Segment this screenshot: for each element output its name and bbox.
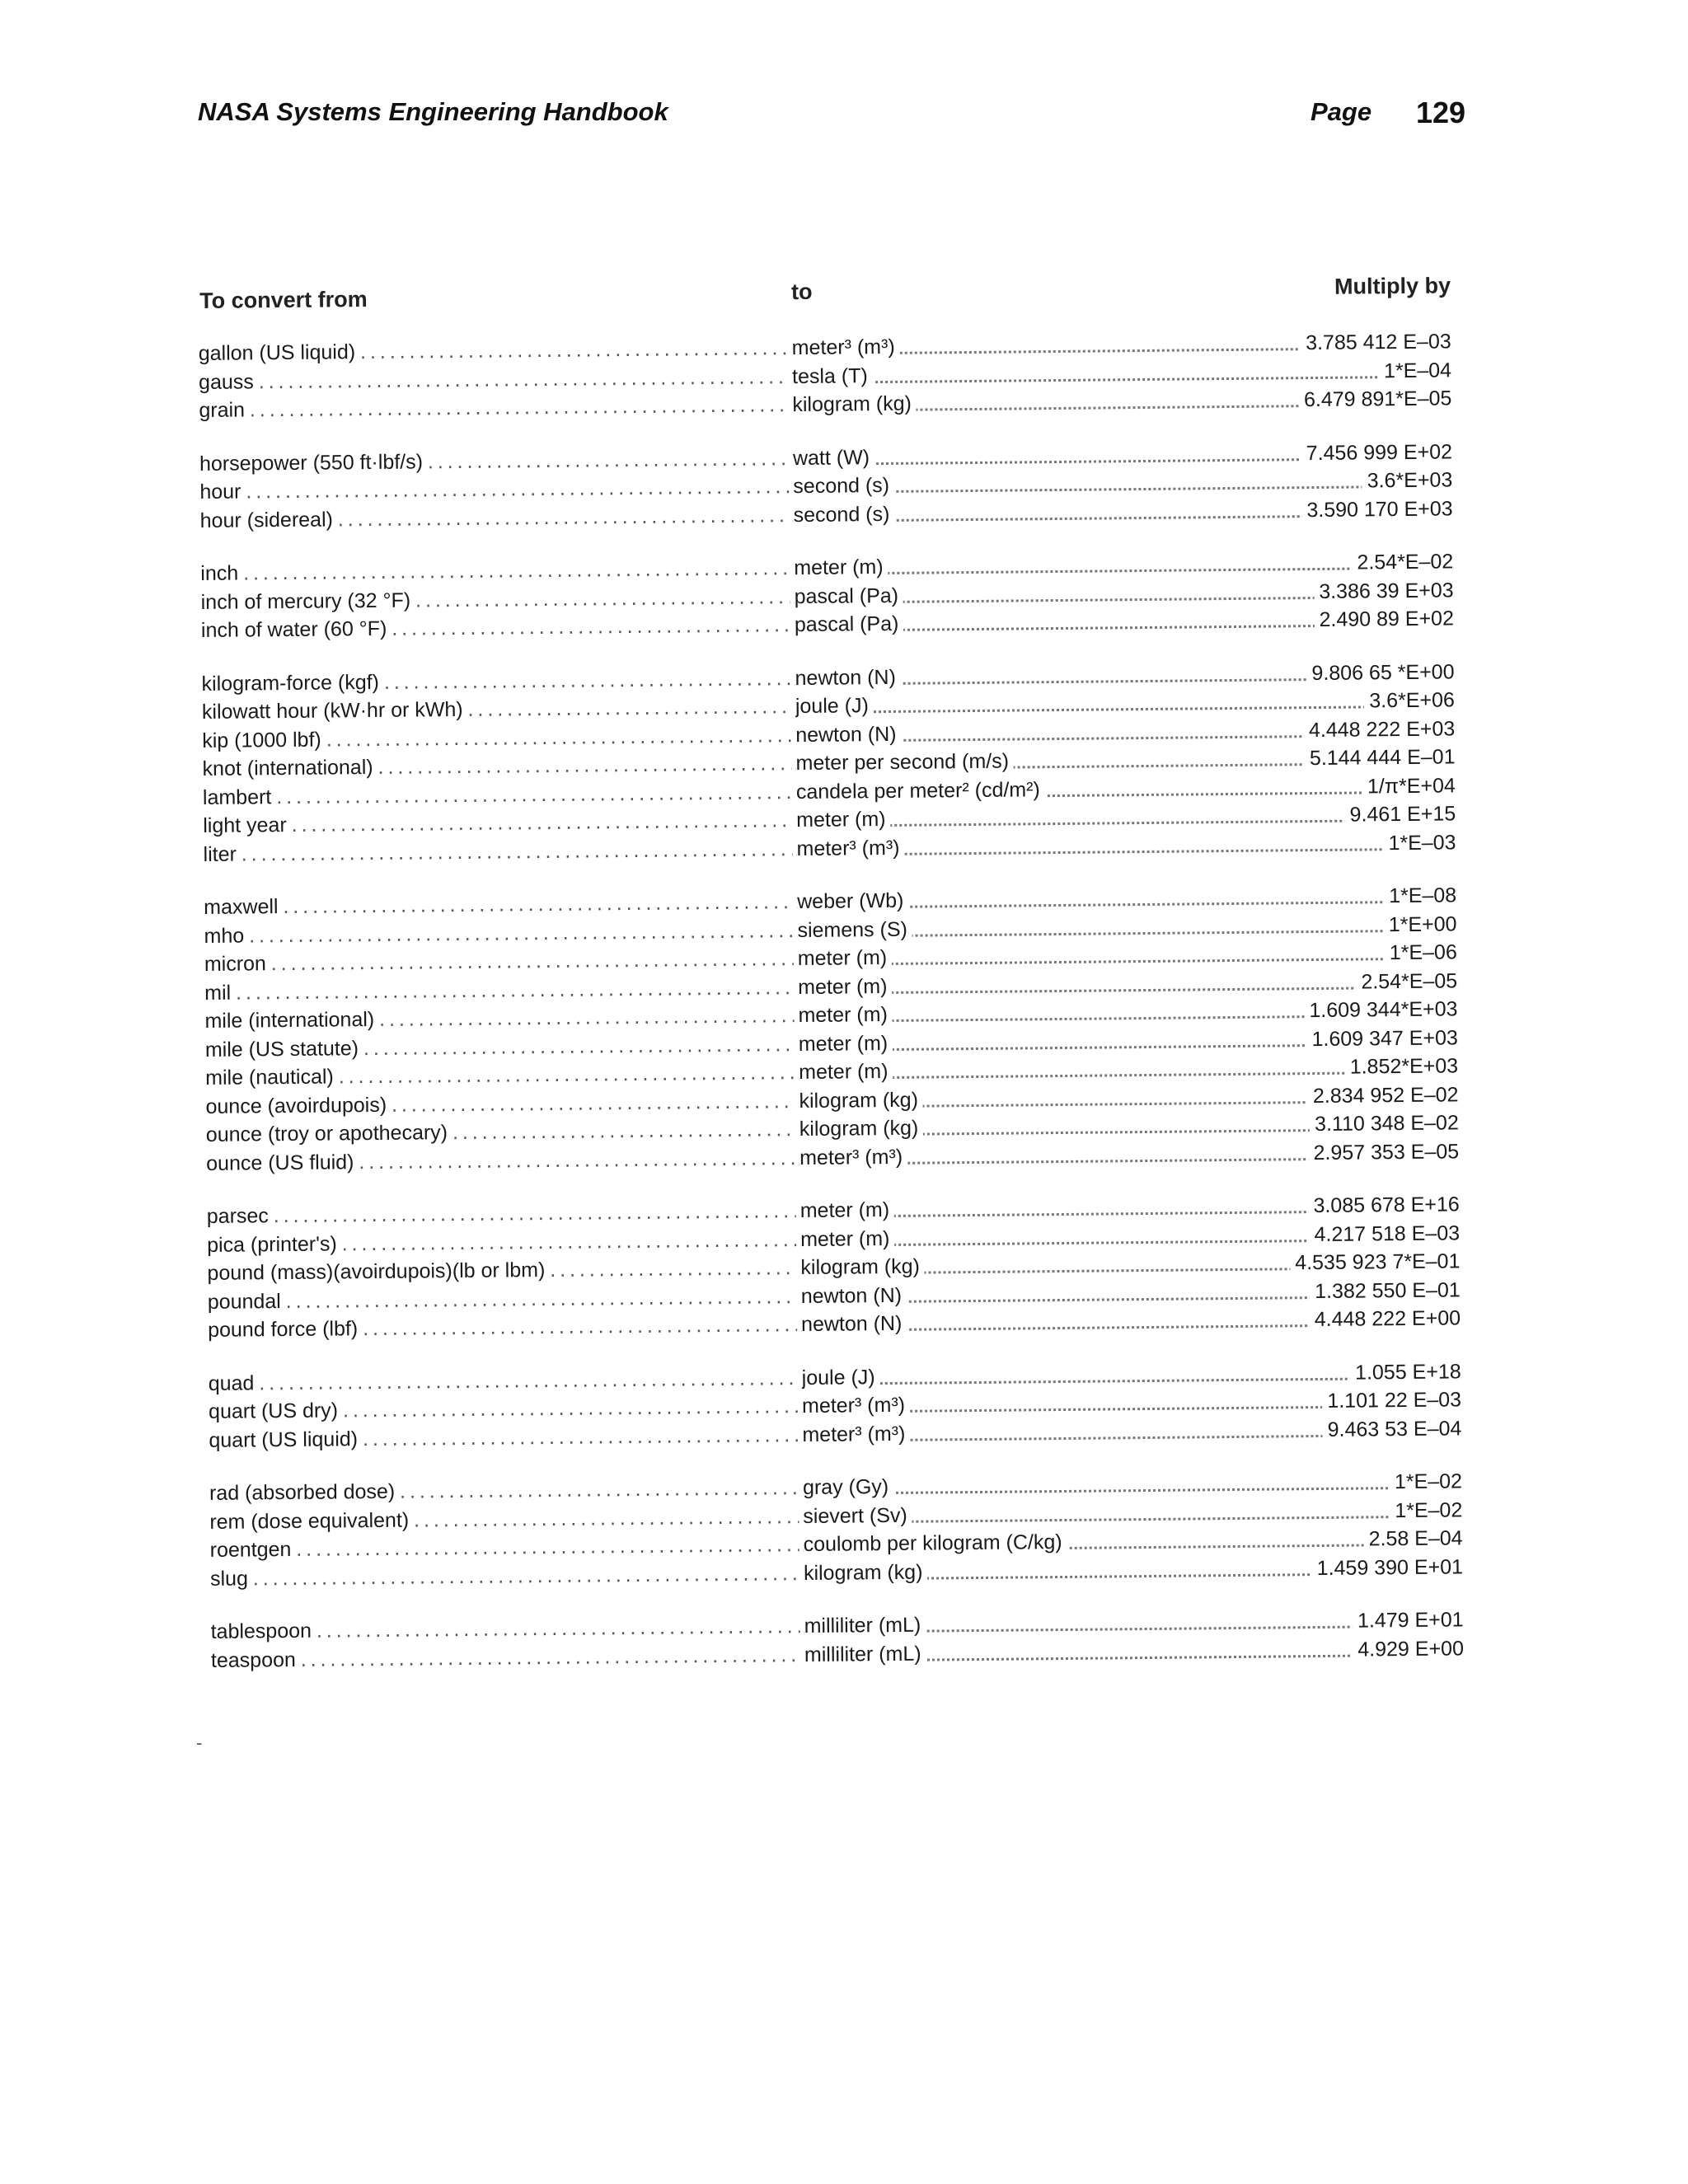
from-unit: hour (sidereal) . . . xyxy=(200,501,790,535)
multiplier: 4.448 222 E+03 xyxy=(1304,715,1456,744)
from-unit: kilowatt hour (kW·hr or kWh) . . . xyxy=(202,692,791,726)
multiplier: 9.806 65 *E+00 xyxy=(1306,658,1454,687)
from-unit: liter . . . xyxy=(203,835,792,869)
multiplier: 3.590 170 E+03 xyxy=(1301,494,1453,524)
multiplier: 3.085 678 E+16 xyxy=(1308,1190,1460,1220)
multiplier: 1*E–04 xyxy=(1379,356,1451,385)
from-unit: rem (dose equivalent) . . . xyxy=(209,1502,799,1536)
from-unit: quart (US dry) . . . xyxy=(209,1392,798,1426)
to-unit: newton (N) xyxy=(795,665,901,689)
to-unit: watt (W) xyxy=(793,446,874,470)
multiplier: 1/π*E+04 xyxy=(1362,771,1456,800)
multiplier: 1*E–08 xyxy=(1384,881,1456,910)
to-unit: meter (m) xyxy=(800,1198,895,1222)
multiplier: 4.535 923 7*E–01 xyxy=(1290,1247,1461,1277)
from-unit: hour . . . xyxy=(199,472,789,506)
to-unit-cell xyxy=(804,1553,1463,1587)
from-unit: grain . . . xyxy=(199,391,788,424)
multiplier: 1*E–02 xyxy=(1390,1467,1462,1496)
to-unit: milliliter (mL) xyxy=(804,1642,926,1666)
multiplier: 1.459 390 E+01 xyxy=(1312,1553,1464,1582)
from-unit: kilogram-force (kgf) . . . xyxy=(201,664,790,698)
stray-mark: - xyxy=(196,1732,203,1753)
multiplier: 1*E+00 xyxy=(1384,910,1457,939)
from-unit: teaspoon . . . xyxy=(211,1641,800,1675)
to-unit: candela per meter² (cd/m²) xyxy=(796,778,1045,804)
to-unit: meter (m) xyxy=(796,808,891,832)
multiplier: 2.54*E–02 xyxy=(1352,547,1453,576)
to-unit: tesla (T) xyxy=(792,364,873,388)
from-unit: mil . . . xyxy=(204,973,794,1007)
to-unit: joule (J) xyxy=(802,1366,880,1390)
to-unit: siemens (S) xyxy=(797,917,912,941)
multiplier: 9.461 E+15 xyxy=(1344,799,1456,828)
multiplier: 1.609 347 E+03 xyxy=(1306,1024,1458,1053)
multiplier: 2.957 353 E–05 xyxy=(1308,1137,1459,1167)
from-unit: mho . . . xyxy=(204,916,793,950)
column-header-multiply: Multiply by xyxy=(1334,273,1451,299)
to-unit: meter per second (m/s) xyxy=(795,750,1014,776)
to-unit: kilogram (kg) xyxy=(792,392,917,416)
to-unit-cell xyxy=(794,494,1453,529)
multiplier: 3.6*E+03 xyxy=(1362,466,1453,494)
from-unit: light year . . . xyxy=(203,806,792,840)
to-unit: kilogram (kg) xyxy=(804,1560,928,1584)
to-unit: newton (N) xyxy=(801,1283,907,1307)
to-unit: meter³ (m³) xyxy=(792,335,900,359)
multiplier: 2.58 E–04 xyxy=(1363,1524,1462,1553)
to-unit: meter³ (m³) xyxy=(802,1394,910,1418)
to-unit: sievert (Sv) xyxy=(803,1503,912,1527)
to-unit: kilogram (kg) xyxy=(799,1117,924,1141)
from-unit: maxwell . . . xyxy=(204,888,793,921)
from-unit: roentgen . . . xyxy=(210,1530,799,1564)
leader-dots xyxy=(795,705,1455,714)
to-unit-cell xyxy=(795,604,1454,639)
page-number: 129 xyxy=(1416,96,1466,129)
to-unit: kilogram (kg) xyxy=(799,1088,923,1112)
multiplier: 3.110 348 E–02 xyxy=(1310,1108,1459,1138)
from-unit: ounce (troy or apothecary) . . . xyxy=(206,1115,795,1149)
from-unit: ounce (avoirdupois) . . . xyxy=(205,1087,795,1121)
from-unit: parsec . . . xyxy=(207,1197,796,1230)
to-unit-cell xyxy=(804,1634,1464,1669)
to-unit-cell xyxy=(792,384,1451,419)
multiplier: 3.6*E+06 xyxy=(1364,686,1455,715)
conversion-table xyxy=(198,273,1465,1672)
to-unit: meter³ (m³) xyxy=(796,836,904,860)
multiplier: 1*E–06 xyxy=(1385,938,1457,967)
multiplier: 1*E–02 xyxy=(1390,1496,1462,1525)
from-unit: pica (printer's) . . . xyxy=(207,1226,796,1259)
from-unit: micron . . . xyxy=(204,944,794,978)
to-unit: weber (Wb) xyxy=(797,889,908,913)
to-unit: meter³ (m³) xyxy=(802,1422,910,1446)
to-unit: meter (m) xyxy=(799,1031,893,1055)
multiplier: 9.463 53 E–04 xyxy=(1323,1414,1462,1444)
from-unit: knot (international) . . . xyxy=(202,749,791,783)
leader-dots xyxy=(798,957,1457,966)
to-unit: newton (N) xyxy=(795,722,902,746)
multiplier: 1*E–03 xyxy=(1383,828,1456,857)
multiplier: 4.929 E+00 xyxy=(1353,1634,1464,1663)
to-unit-cell xyxy=(796,828,1456,863)
from-unit: kip (1000 lbf) . . . xyxy=(202,721,791,755)
document-title: NASA Systems Engineering Handbook xyxy=(198,97,668,126)
from-unit: pound (mass)(avoirdupois)(lb or lbm) . . . xyxy=(207,1254,796,1287)
from-unit: inch of water (60 °F) . . . xyxy=(201,611,790,644)
multiplier: 1.609 344*E+03 xyxy=(1304,995,1457,1024)
from-unit: mile (international) . . . xyxy=(204,1001,794,1035)
multiplier: 4.448 222 E+00 xyxy=(1310,1304,1461,1333)
from-unit: horsepower (550 ft·lbf/s) . . . xyxy=(199,444,789,478)
multiplier: 4.217 518 E–03 xyxy=(1309,1219,1460,1249)
to-unit: meter (m) xyxy=(800,1226,895,1250)
leader-dots xyxy=(792,375,1451,384)
to-unit: meter (m) xyxy=(798,1003,893,1027)
from-unit: pound force (lbf) . . . xyxy=(208,1310,797,1344)
to-unit: meter (m) xyxy=(798,974,893,998)
to-unit-cell xyxy=(799,1137,1459,1172)
from-unit: lambert . . . xyxy=(203,778,792,812)
from-unit: inch . . . xyxy=(200,554,790,588)
to-unit: second (s) xyxy=(793,474,894,498)
page-label: Page xyxy=(1311,97,1372,126)
multiplier: 7.456 999 E+02 xyxy=(1301,438,1453,467)
column-header-from: To convert from xyxy=(199,287,368,313)
multiplier: 1.101 22 E–03 xyxy=(1322,1385,1461,1415)
to-unit-cell xyxy=(801,1304,1461,1338)
from-unit: poundal . . . xyxy=(208,1282,797,1316)
from-unit: gallon (US liquid) . . . xyxy=(199,334,788,368)
multiplier: 6.479 891*E–05 xyxy=(1299,384,1452,414)
column-header-to: to xyxy=(790,279,813,305)
to-unit: meter (m) xyxy=(798,946,893,970)
to-unit: coulomb per kilogram (C/kg) xyxy=(804,1530,1067,1556)
from-unit: mile (US statute) . . . xyxy=(205,1030,795,1064)
to-unit: meter (m) xyxy=(799,1060,893,1084)
to-unit: pascal (Pa) xyxy=(795,612,904,636)
leader-dots xyxy=(803,1486,1462,1495)
from-unit: tablespoon . . . xyxy=(210,1612,799,1646)
multiplier: 5.144 444 E–01 xyxy=(1305,743,1456,772)
multiplier: 1.852*E+03 xyxy=(1345,1052,1459,1080)
from-unit: quart (US liquid) . . . xyxy=(209,1421,798,1455)
from-unit: gauss . . . xyxy=(199,363,788,396)
multiplier: 2.54*E–05 xyxy=(1356,967,1457,996)
multiplier: 3.386 39 E+03 xyxy=(1314,576,1454,606)
to-unit: kilogram (kg) xyxy=(800,1255,925,1279)
multiplier: 1.479 E+01 xyxy=(1353,1605,1464,1634)
from-unit: rad (absorbed dose) . . . xyxy=(209,1474,799,1507)
from-unit: mile (nautical) . . . xyxy=(205,1058,795,1092)
multiplier: 2.834 952 E–02 xyxy=(1308,1080,1459,1110)
to-unit: meter (m) xyxy=(794,555,889,579)
to-unit: gray (Gy) xyxy=(803,1475,893,1499)
to-unit: pascal (Pa) xyxy=(794,583,903,607)
from-unit: ounce (US fluid) . . . xyxy=(206,1144,795,1178)
to-unit: milliliter (mL) xyxy=(804,1614,926,1638)
to-unit: joule (J) xyxy=(795,694,874,718)
to-unit: second (s) xyxy=(794,502,895,526)
multiplier: 1.055 E+18 xyxy=(1350,1357,1461,1386)
page-header xyxy=(198,97,1484,147)
multiplier: 1.382 550 E–01 xyxy=(1310,1276,1461,1305)
from-unit: quad . . . xyxy=(209,1364,798,1398)
to-unit: newton (N) xyxy=(801,1312,907,1336)
to-unit-cell xyxy=(802,1414,1461,1449)
to-unit: meter³ (m³) xyxy=(799,1145,907,1169)
from-unit: slug . . . xyxy=(210,1559,799,1593)
multiplier: 3.785 412 E–03 xyxy=(1301,327,1451,357)
multiplier: 2.490 89 E+02 xyxy=(1314,604,1454,634)
from-unit: inch of mercury (32 °F) . . . xyxy=(200,583,790,616)
